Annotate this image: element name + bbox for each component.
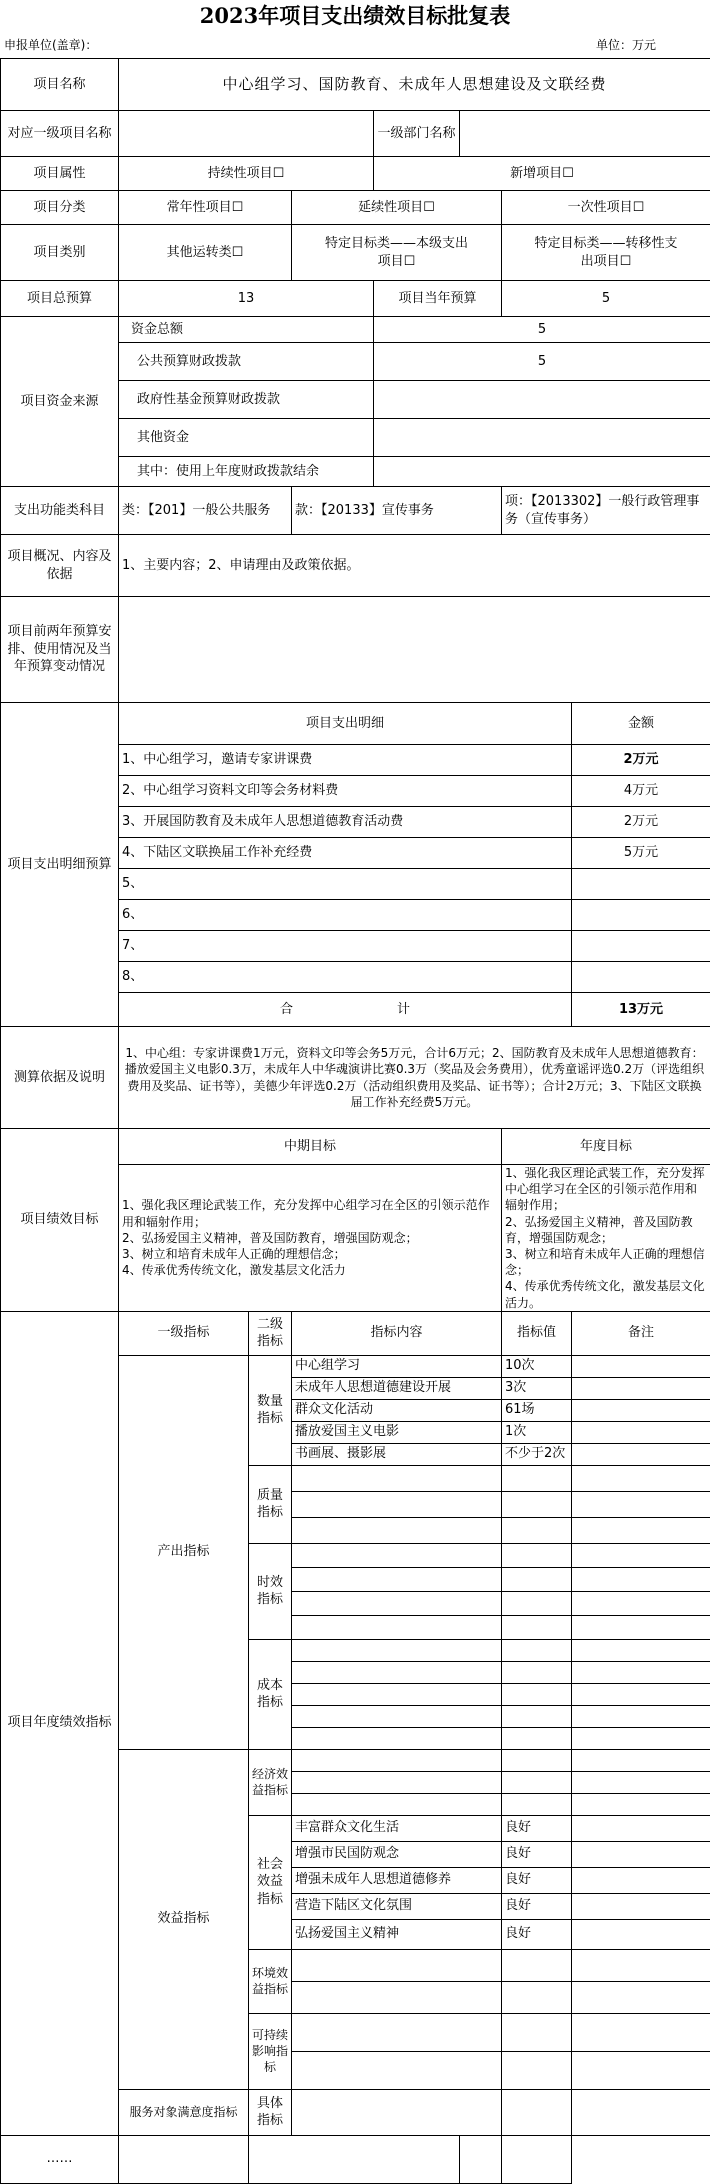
indicator-value [502, 1749, 572, 1771]
indicator-content [292, 1793, 502, 1815]
indicator-value [502, 1727, 572, 1749]
reporting-unit-label: 申报单位(盖章)： [4, 34, 97, 56]
indicator-content: 营造下陆区文化氛围 [292, 1893, 502, 1919]
overview-value: 1、主要内容；2、申请理由及政策依据。 [119, 535, 710, 597]
satisfaction-indicator-label: 服务对象满意度指标 [119, 2089, 249, 2135]
performance-mid-value: 1、强化我区理论武装工作，充分发挥中心组学习在全区的引领示范作用和辐射作用； 2、弘扬爱国主义精神，普及国防教育，增强国防观念； 3、树立和培育未成年人正确的理想信念； 4、传承优秀传统文化，激发基层文化活力 [119, 1165, 502, 1312]
indicator-note [572, 1793, 710, 1815]
first-level-dept-label: 一级部门名称 [374, 111, 460, 157]
indicator-note [572, 1981, 710, 2013]
detail-item: 3、开展国防教育及未成年人思想道德教育活动费 [119, 807, 572, 838]
detail-item: 1、中心组学习，邀请专家讲课费 [119, 745, 572, 776]
indicator-note [572, 1919, 710, 1949]
indicator-content [292, 1543, 502, 1567]
indicator-value [502, 1517, 572, 1543]
detail-item: 8、 [119, 962, 572, 993]
detail-amount: 2万元 [572, 807, 710, 838]
indicator-content [292, 1949, 502, 1981]
function-label: 支出功能类科目 [1, 487, 119, 535]
first-level-project-value [119, 111, 374, 157]
indicator-note [572, 1355, 710, 1377]
indicator-value [502, 1793, 572, 1815]
category-annual[interactable]: 常年性项目☐ [119, 191, 292, 225]
indicator-note [572, 1615, 710, 1639]
funding-public-label: 公共预算财政拨款 [119, 343, 374, 381]
indicator-content [292, 1615, 502, 1639]
indicator-note [572, 1639, 710, 1661]
blank-cell [119, 2135, 249, 2183]
indicator-note [572, 1661, 710, 1683]
indicator-note [572, 1771, 710, 1793]
performance-mid-label: 中期目标 [119, 1129, 502, 1165]
environment-indicator-label: 环境效益指标 [249, 1949, 292, 2013]
funding-other-value [374, 419, 710, 457]
indicator-value: 良好 [502, 1867, 572, 1893]
indicator-content [292, 1683, 502, 1705]
page-title: 2023年项目支出绩效目标批复表 [0, 2, 710, 30]
funding-fund-value [374, 381, 710, 419]
detail-amount [572, 869, 710, 900]
details-total-label: 合 计 [119, 993, 572, 1027]
indicator-note [572, 1399, 710, 1421]
indicator-note [572, 1705, 710, 1727]
indicator-content [292, 1465, 502, 1491]
funding-total-value: 5 [374, 317, 710, 343]
indicator-note [572, 1491, 710, 1517]
funding-label: 项目资金来源 [1, 317, 119, 487]
quantity-indicator-label: 数量指标 [249, 1355, 292, 1465]
blank-cell [502, 2135, 572, 2183]
indicator-value [502, 1639, 572, 1661]
indicator-value [502, 1981, 572, 2013]
year-budget-value: 5 [502, 281, 710, 317]
type-specific-local[interactable]: 特定目标类——本级支出项目☐ [292, 225, 502, 281]
attribute-new[interactable]: 新增项目☐ [374, 157, 710, 191]
indicator-note [572, 2051, 710, 2089]
indicators-col-note: 备注 [572, 1311, 710, 1355]
indicator-content [292, 1491, 502, 1517]
function-section: 款：【20133】宣传事务 [292, 487, 502, 535]
specific-indicator-label: 具体指标 [249, 2089, 292, 2135]
blank-cell [460, 2135, 502, 2183]
indicator-content [292, 1567, 502, 1591]
indicator-value: 3次 [502, 1377, 572, 1399]
attribute-label: 项目属性 [1, 157, 119, 191]
indicator-value [502, 1683, 572, 1705]
function-item: 项：【2013302】一般行政管理事务（宣传事务） [502, 487, 710, 535]
detail-item: 5、 [119, 869, 572, 900]
type-specific-transfer[interactable]: 特定目标类——转移性支出项目☐ [502, 225, 710, 281]
detail-amount [572, 962, 710, 993]
economic-indicator-label: 经济效益指标 [249, 1749, 292, 1815]
indicator-value: 1次 [502, 1421, 572, 1443]
indicator-note [572, 2089, 710, 2135]
funding-public-value: 5 [374, 343, 710, 381]
indicator-note [572, 1841, 710, 1867]
indicators-label: 项目年度绩效指标 [1, 1311, 119, 2135]
funding-other-label: 其他资金 [119, 419, 374, 457]
detail-amount: 4万元 [572, 776, 710, 807]
indicator-note [572, 1749, 710, 1771]
indicator-content [292, 1705, 502, 1727]
funding-carry-value [374, 457, 710, 487]
year-budget-label: 项目当年预算 [374, 281, 502, 317]
indicator-content [292, 1981, 502, 2013]
detail-item: 4、下陆区文联换届工作补充经费 [119, 838, 572, 869]
category-one-time[interactable]: 一次性项目☐ [502, 191, 710, 225]
funding-total-label: 资金总额 [119, 317, 374, 343]
indicator-note [572, 1727, 710, 1749]
detail-amount: 2万元 [572, 745, 710, 776]
details-col-item: 项目支出明细 [119, 703, 572, 745]
project-name-value: 中心组学习、国防教育、未成年人思想建设及文联经费 [119, 59, 710, 111]
category-label: 项目分类 [1, 191, 119, 225]
indicator-value [502, 1491, 572, 1517]
detail-amount [572, 900, 710, 931]
attribute-continuing[interactable]: 持续性项目☐ [119, 157, 374, 191]
indicator-note [572, 1567, 710, 1591]
indicators-col-content: 指标内容 [292, 1311, 502, 1355]
total-budget-label: 项目总预算 [1, 281, 119, 317]
first-level-dept-value [460, 111, 710, 157]
approval-table [0, 58, 710, 2184]
social-indicator-label: 社会效益指标 [249, 1815, 292, 1949]
detail-amount: 5万元 [572, 838, 710, 869]
output-indicator-label: 产出指标 [119, 1355, 249, 1749]
indicator-content: 书画展、摄影展 [292, 1443, 502, 1465]
indicator-value [502, 1661, 572, 1683]
indicator-value [502, 1705, 572, 1727]
indicator-content [292, 1771, 502, 1793]
indicator-value: 良好 [502, 1815, 572, 1841]
indicator-content: 群众文化活动 [292, 1399, 502, 1421]
indicator-note [572, 1815, 710, 1841]
blank-cell [249, 2135, 460, 2183]
indicator-content [292, 1591, 502, 1615]
indicator-content: 弘扬爱国主义精神 [292, 1919, 502, 1949]
detail-item: 2、中心组学习资料文印等会务材料费 [119, 776, 572, 807]
cost-indicator-label: 成本指标 [249, 1639, 292, 1749]
indicator-value [502, 1615, 572, 1639]
indicator-content: 增强未成年人思想道德修养 [292, 1867, 502, 1893]
indicator-content [292, 1639, 502, 1661]
indicator-value [502, 2089, 572, 2135]
indicator-content [292, 2013, 502, 2051]
performance-label: 项目绩效目标 [1, 1129, 119, 1312]
indicator-note [572, 1443, 710, 1465]
indicator-value [502, 1465, 572, 1491]
indicator-value: 良好 [502, 1893, 572, 1919]
indicator-note [572, 1867, 710, 1893]
indicator-content: 未成年人思想道德建设开展 [292, 1377, 502, 1399]
funding-carry-label: 其中：使用上年度财政拨款结余 [119, 457, 374, 487]
indicator-value [502, 1771, 572, 1793]
detail-item: 6、 [119, 900, 572, 931]
indicator-content [292, 1517, 502, 1543]
unit-label: 单位：万元 [596, 34, 656, 56]
indicator-content [292, 2089, 502, 2135]
detail-amount [572, 931, 710, 962]
details-total-amount: 13万元 [572, 993, 710, 1027]
indicator-value [502, 1949, 572, 1981]
quality-indicator-label: 质量指标 [249, 1465, 292, 1543]
indicator-note [572, 1949, 710, 1981]
previous-value [119, 597, 710, 703]
indicator-note [572, 1517, 710, 1543]
indicator-note [572, 1377, 710, 1399]
time-indicator-label: 时效指标 [249, 1543, 292, 1639]
indicator-value [502, 1591, 572, 1615]
indicator-value [502, 1543, 572, 1567]
indicator-value: 良好 [502, 1919, 572, 1949]
indicators-col-level1: 一级指标 [119, 1311, 249, 1355]
sustainability-indicator-label: 可持续影响指标 [249, 2013, 292, 2089]
details-col-amount: 金额 [572, 703, 710, 745]
indicator-value: 10次 [502, 1355, 572, 1377]
previous-label: 项目前两年预算安排、使用情况及当年预算变动情况 [1, 597, 119, 703]
indicator-content: 丰富群众文化生活 [292, 1815, 502, 1841]
ellipsis-cell: …… [1, 2135, 119, 2183]
indicator-content: 中心组学习 [292, 1355, 502, 1377]
indicator-content [292, 1661, 502, 1683]
first-level-project-label: 对应一级项目名称 [1, 111, 119, 157]
indicator-content [292, 2051, 502, 2089]
indicator-value: 不少于2次 [502, 1443, 572, 1465]
indicator-value [502, 1567, 572, 1591]
type-operation[interactable]: 其他运转类☐ [119, 225, 292, 281]
indicators-col-level2: 二级指标 [249, 1311, 292, 1355]
basis-value: 1、中心组：专家讲课费1万元，资料文印等会务5万元，合计6万元；2、国防教育及未成年人思想道德教育：播放爱国主义电影0.3万，未成年人中华魂演讲比赛0.3万（奖品及会务费用），优秀童谣评选0.2万（评选组织费用及奖品、证书等），美德少年评选0.2万（活动组织费用及奖品、证书等）；合计2万元；3、下陆区文联换届工作补充经费5万元。 [119, 1027, 710, 1129]
indicator-content: 增强市民国防观念 [292, 1841, 502, 1867]
total-budget-value: 13 [119, 281, 374, 317]
indicator-note [572, 1591, 710, 1615]
indicator-value: 良好 [502, 1841, 572, 1867]
overview-label: 项目概况、内容及依据 [1, 535, 119, 597]
indicator-content: 播放爱国主义电影 [292, 1421, 502, 1443]
indicator-content [292, 1727, 502, 1749]
benefit-indicator-label: 效益指标 [119, 1749, 249, 2089]
basis-label: 测算依据及说明 [1, 1027, 119, 1129]
category-extended[interactable]: 延续性项目☐ [292, 191, 502, 225]
performance-year-label: 年度目标 [502, 1129, 710, 1165]
indicator-value [502, 2051, 572, 2089]
indicator-value [502, 2013, 572, 2051]
detail-item: 7、 [119, 931, 572, 962]
indicator-content [292, 1749, 502, 1771]
indicator-note [572, 1543, 710, 1567]
indicator-note [572, 2013, 710, 2051]
indicator-value: 61场 [502, 1399, 572, 1421]
details-label: 项目支出明细预算 [1, 703, 119, 1027]
indicators-col-value: 指标值 [502, 1311, 572, 1355]
type-label: 项目类别 [1, 225, 119, 281]
project-name-label: 项目名称 [1, 59, 119, 111]
indicator-note [572, 1421, 710, 1443]
indicator-note [572, 1465, 710, 1491]
performance-year-value: 1、强化我区理论武装工作，充分发挥中心组学习在全区的引领示范作用和辐射作用； 2、弘扬爱国主义精神，普及国防教育，增强国防观念； 3、树立和培育未成年人正确的理想信念； 4、传承优秀传统文化，激发基层文化活力。 [502, 1165, 710, 1312]
funding-fund-label: 政府性基金预算财政拨款 [119, 381, 374, 419]
function-class: 类：【201】一般公共服务 [119, 487, 292, 535]
indicator-note [572, 1893, 710, 1919]
indicator-note [572, 1683, 710, 1705]
